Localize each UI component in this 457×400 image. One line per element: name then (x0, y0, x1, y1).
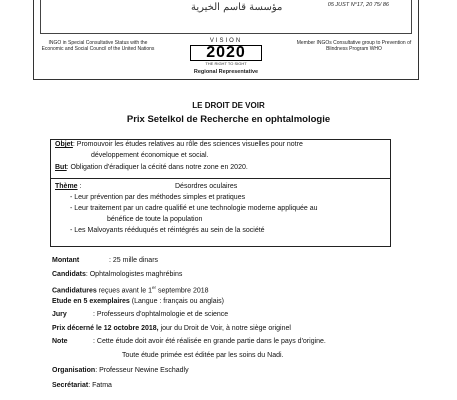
organisation-label: Organisation (52, 367, 96, 374)
but-label: But (55, 164, 67, 171)
but-line (55, 163, 248, 172)
etude-value: (Langue : français ou anglais) (129, 298, 224, 305)
organisation-row (52, 366, 189, 375)
document-subtitle: Prix Setelkol de Recherche en ophtalmologie (126, 114, 331, 125)
header-reference-date: 05 JUST N°17, 20 75/ 86 (327, 2, 389, 8)
arabic-organization-name: مؤسسة قاسم الخيرية (191, 2, 283, 13)
montant-label: Montant (52, 257, 80, 264)
etude-label: Etude en 5 exemplaires (52, 298, 130, 305)
logo-2020: 2020 (190, 45, 262, 61)
candidats-label: Candidats (52, 271, 86, 278)
frame-divider (51, 178, 390, 179)
etude-row (52, 297, 224, 306)
montant-row (52, 256, 79, 265)
letterhead (33, 0, 419, 80)
objet-line-2: développement économique et social. (91, 152, 209, 159)
objet-label: Objet (55, 141, 73, 148)
prix-value: jour du Droit de Voir, à notre siège originel (158, 325, 291, 332)
theme-label: Thème (55, 183, 78, 190)
regional-representative-caption: Regional Representative (193, 69, 259, 75)
note-line-2: Toute étude primée est éditée par les soins du Nadi. (122, 352, 284, 359)
theme-line (55, 182, 81, 191)
secretariat-row (52, 381, 112, 390)
candidats-row (52, 270, 182, 279)
secretariat-value: : Fatma (88, 382, 112, 389)
letterhead-top-band (40, 0, 412, 34)
candidatures-sup: er (152, 285, 157, 290)
note-line-1: : Cette étude doit avoir été réalisée en grande partie dans le pays d'origine. (93, 338, 326, 345)
jury-value: : Professeurs d'ophtalmologie et de science (93, 311, 229, 318)
organisation-value: : Professeur Newine Eschadly (95, 367, 189, 374)
jury-label: Jury (52, 311, 67, 318)
vision-2020-logo (190, 38, 262, 68)
note-label-row (52, 337, 68, 346)
candidatures-value: reçues avant le 1 (96, 287, 152, 295)
theme-item-3: - Les Malvoyants rééduqués et réintégrés au sein de la société (70, 227, 265, 234)
logo-vision-word: VISION (209, 38, 243, 44)
objet-text: : Promouvoir les études relatives au rôle des sciences visuelles pour notre (72, 141, 303, 148)
un-status-caption: INGO in Special Consultative Status with the Economic and Social Council of the United Nations (41, 40, 155, 52)
document-title: LE DROIT DE VOIR (192, 101, 265, 110)
who-member-caption: Member INGOs Consultative group to Prevention of Blindness Program WHO (296, 40, 412, 52)
prix-row (52, 324, 291, 333)
but-text: : Obligation d'éradiquer la cécité dans notre zone en 2020. (66, 164, 248, 171)
note-label: Note (52, 338, 68, 345)
theme-title: Désordres oculaires (175, 183, 238, 190)
jury-label-row (52, 310, 67, 319)
theme-item-2-continued: bénéfice de toute la population (107, 216, 203, 223)
candidats-value: : Ophtalmologistes maghrébins (85, 271, 183, 278)
montant-value: : 25 mille dinars (109, 257, 159, 264)
candidatures-row (52, 283, 209, 295)
objet-line-1 (55, 140, 303, 149)
theme-item-1: - Leur prévention par des méthodes simples et pratiques (70, 194, 246, 201)
prix-label: Prix décerné le 12 octobre 2018, (52, 325, 159, 332)
logo-subtitle: THE RIGHT TO SIGHT (205, 61, 247, 66)
secretariat-label: Secrétariat (52, 382, 89, 389)
theme-colon: : (77, 183, 82, 190)
candidatures-label: Candidatures (52, 287, 97, 295)
candidatures-end: septembre 2018 (156, 287, 209, 295)
theme-item-2: - Leur traitement par un cadre qualifié et une technologie moderne appliquée au (70, 205, 318, 212)
